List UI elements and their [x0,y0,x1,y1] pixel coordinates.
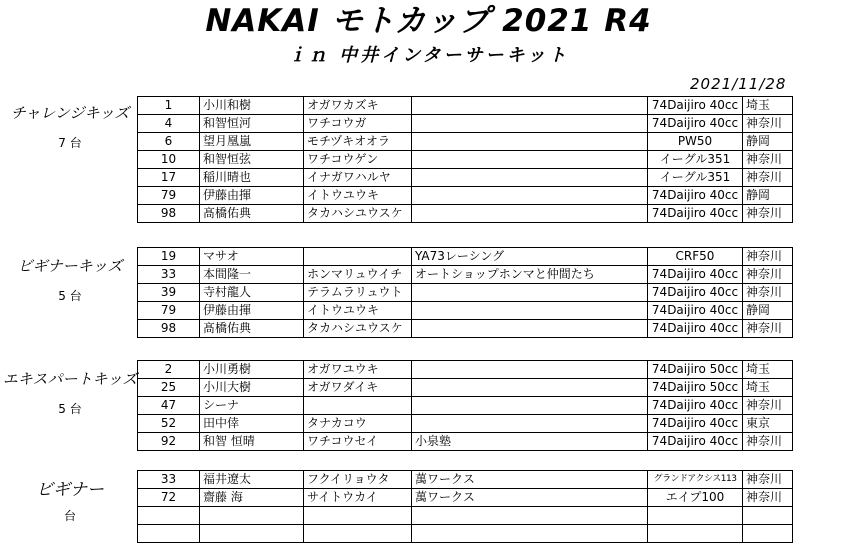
rider-kana: イトウユウキ [304,187,412,205]
table-row [138,151,793,169]
machine: 74Daijiro 40cc [648,415,743,433]
table-row [138,187,793,205]
team-name: オートショップホンマと仲間たち [412,266,648,284]
team-name [412,151,648,169]
prefecture: 静岡 [743,302,793,320]
machine: グランドアクシス113 [648,471,743,489]
entry-table-beginner [137,470,793,543]
machine [648,507,743,525]
race-number: 2 [138,361,200,379]
machine: 74Daijiro 40cc [648,397,743,415]
rider-name [200,525,304,543]
page-title: NAKAI モトカップ 2021 R4 [205,3,652,39]
race-number: 39 [138,284,200,302]
team-name [412,115,648,133]
team-name [412,187,648,205]
class-count-beginner-kids: 5 台 [58,289,82,303]
table-row [138,433,793,451]
rider-name: 髙橋佑典 [200,205,304,223]
machine: 74Daijiro 50cc [648,379,743,397]
table-row [138,284,793,302]
rider-name: 寺村龍人 [200,284,304,302]
team-name: 萬ワークス [412,471,648,489]
team-name [412,397,648,415]
machine: CRF50 [648,248,743,266]
race-number: 79 [138,187,200,205]
rider-name: マサオ [200,248,304,266]
table-row [138,489,793,507]
rider-kana [304,397,412,415]
machine: 74Daijiro 40cc [648,97,743,115]
prefecture: 静岡 [743,187,793,205]
race-number: 19 [138,248,200,266]
prefecture [743,507,793,525]
machine: イーグル351 [648,169,743,187]
machine [648,525,743,543]
rider-kana: オガワユウキ [304,361,412,379]
team-name [412,525,648,543]
table-row [138,507,793,525]
rider-kana [304,525,412,543]
team-name [412,205,648,223]
machine: 74Daijiro 50cc [648,361,743,379]
table-row [138,97,793,115]
rider-name: 伊藤由揮 [200,302,304,320]
prefecture: 東京 [743,415,793,433]
rider-kana: ワチコウセイ [304,433,412,451]
race-number: 17 [138,169,200,187]
table-row [138,415,793,433]
prefecture: 神奈川 [743,205,793,223]
rider-kana [304,507,412,525]
table-row [138,115,793,133]
race-number: 4 [138,115,200,133]
class-name-beginner-kids: ビギナーキッズ [17,257,123,275]
race-number: 6 [138,133,200,151]
rider-kana: イトウユウキ [304,302,412,320]
class-name-beginner: ビギナー [36,480,104,500]
rider-kana: ワチコウガ [304,115,412,133]
event-date: 2021/11/28 [690,75,787,93]
entry-table-expert-kids [137,360,793,451]
race-number: 47 [138,397,200,415]
rider-name: 小川和樹 [200,97,304,115]
rider-kana: テラムラリュウト [304,284,412,302]
machine: 74Daijiro 40cc [648,433,743,451]
race-number: 1 [138,97,200,115]
prefecture: 神奈川 [743,320,793,338]
rider-name: 福井遼太 [200,471,304,489]
team-name [412,97,648,115]
race-number [138,507,200,525]
rider-name: 和智恒弦 [200,151,304,169]
race-number: 72 [138,489,200,507]
rider-kana: タカハシユウスケ [304,320,412,338]
team-name [412,379,648,397]
prefecture: 神奈川 [743,397,793,415]
table-row [138,205,793,223]
prefecture: 神奈川 [743,433,793,451]
team-name [412,415,648,433]
race-number [138,525,200,543]
rider-name: 髙橋佑典 [200,320,304,338]
machine: 74Daijiro 40cc [648,302,743,320]
team-name [412,320,648,338]
prefecture: 埼玉 [743,379,793,397]
race-number: 33 [138,471,200,489]
machine: 74Daijiro 40cc [648,320,743,338]
team-name [412,361,648,379]
race-number: 52 [138,415,200,433]
machine: 74Daijiro 40cc [648,266,743,284]
table-row [138,397,793,415]
rider-kana: イナガワハルヤ [304,169,412,187]
race-number: 92 [138,433,200,451]
prefecture: 神奈川 [743,169,793,187]
class-count-beginner: 台 [63,509,76,523]
rider-name: 齋藤 海 [200,489,304,507]
rider-kana: ワチコウゲン [304,151,412,169]
race-number: 25 [138,379,200,397]
rider-name: シーナ [200,397,304,415]
rider-name: 伊藤由揮 [200,187,304,205]
rider-name [200,507,304,525]
prefecture: 静岡 [743,133,793,151]
table-row [138,169,793,187]
prefecture: 神奈川 [743,489,793,507]
rider-kana: サイトウカイ [304,489,412,507]
machine: 74Daijiro 40cc [648,115,743,133]
rider-kana: タナカコウ [304,415,412,433]
class-name-challenge-kids: チャレンジキッズ [10,104,130,122]
rider-name: 和智恒河 [200,115,304,133]
rider-name: 稲川晴也 [200,169,304,187]
machine: 74Daijiro 40cc [648,187,743,205]
entry-table-challenge-kids [137,96,793,223]
table-row [138,248,793,266]
entry-table-beginner-kids [137,247,793,338]
rider-name: 小川大樹 [200,379,304,397]
table-row [138,320,793,338]
rider-name: 望月凰嵐 [200,133,304,151]
prefecture: 埼玉 [743,97,793,115]
race-number: 33 [138,266,200,284]
prefecture: 神奈川 [743,266,793,284]
rider-kana: ホンマリュウイチ [304,266,412,284]
machine: 74Daijiro 40cc [648,284,743,302]
team-name [412,284,648,302]
machine: PW50 [648,133,743,151]
race-number: 98 [138,205,200,223]
prefecture: 神奈川 [743,284,793,302]
team-name [412,507,648,525]
table-row [138,361,793,379]
team-name: YA73レーシング [412,248,648,266]
prefecture: 神奈川 [743,151,793,169]
rider-name: 小川勇樹 [200,361,304,379]
page-subtitle: ｉｎ 中井インターサーキット [287,45,570,66]
rider-kana [304,248,412,266]
race-number: 10 [138,151,200,169]
prefecture: 神奈川 [743,115,793,133]
class-count-expert-kids: 5 台 [58,402,82,416]
team-name [412,133,648,151]
table-row [138,379,793,397]
table-row [138,266,793,284]
class-name-expert-kids: エキスパートキッズ [2,370,138,388]
machine: エイプ100 [648,489,743,507]
rider-name: 和智 恒晴 [200,433,304,451]
rider-kana: タカハシユウスケ [304,205,412,223]
table-row [138,133,793,151]
prefecture: 埼玉 [743,361,793,379]
prefecture [743,525,793,543]
machine: イーグル351 [648,151,743,169]
prefecture: 神奈川 [743,248,793,266]
race-number: 98 [138,320,200,338]
team-name: 萬ワークス [412,489,648,507]
class-count-challenge-kids: 7 台 [58,136,82,150]
team-name: 小泉塾 [412,433,648,451]
race-number: 79 [138,302,200,320]
prefecture: 神奈川 [743,471,793,489]
rider-kana: モチヅキオオラ [304,133,412,151]
rider-name: 田中倖 [200,415,304,433]
team-name [412,302,648,320]
rider-name: 本間隆一 [200,266,304,284]
table-row [138,525,793,543]
rider-kana: オガワダイキ [304,379,412,397]
rider-kana: オガワカズキ [304,97,412,115]
table-row [138,302,793,320]
machine: 74Daijiro 40cc [648,205,743,223]
rider-kana: フクイリョウタ [304,471,412,489]
table-row [138,471,793,489]
team-name [412,169,648,187]
